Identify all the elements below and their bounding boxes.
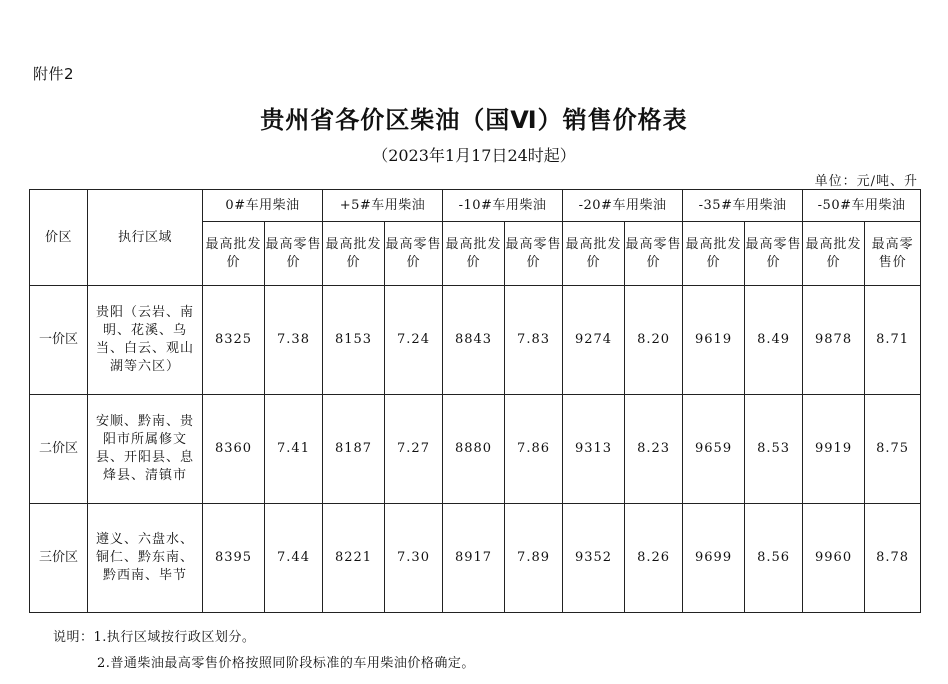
price-cell: 7.27 xyxy=(385,395,443,504)
price-cell: 9313 xyxy=(563,395,625,504)
effective-date: （2023年1月17日24时起） xyxy=(372,146,576,165)
price-cell: 8.71 xyxy=(865,286,921,395)
price-cell: 8880 xyxy=(443,395,505,504)
price-cell: 7.38 xyxy=(265,286,323,395)
price-cell: 7.44 xyxy=(265,504,323,613)
header-wholesale: 最高批发价 xyxy=(323,222,385,286)
header-product: +5#车用柴油 xyxy=(323,190,443,222)
price-cell: 8325 xyxy=(203,286,265,395)
header-wholesale: 最高批发价 xyxy=(203,222,265,286)
note-line-2: 2.普通柴油最高零售价格按照同阶段标准的车用柴油价格确定。 xyxy=(97,656,475,671)
header-wholesale: 最高批发价 xyxy=(563,222,625,286)
header-product: -50#车用柴油 xyxy=(803,190,921,222)
price-cell: 7.41 xyxy=(265,395,323,504)
price-cell: 8.26 xyxy=(625,504,683,613)
price-cell: 8153 xyxy=(323,286,385,395)
price-cell: 8221 xyxy=(323,504,385,613)
price-cell: 8.53 xyxy=(745,395,803,504)
header-product: -20#车用柴油 xyxy=(563,190,683,222)
note-line-1: 说明：1.执行区域按行政区划分。 xyxy=(53,630,256,645)
price-cell: 9960 xyxy=(803,504,865,613)
price-cell: 9619 xyxy=(683,286,745,395)
price-cell: 7.83 xyxy=(505,286,563,395)
price-cell: 7.24 xyxy=(385,286,443,395)
unit-label: 单位：元/吨、升 xyxy=(814,174,918,189)
price-cell: 8.23 xyxy=(625,395,683,504)
price-cell: 7.89 xyxy=(505,504,563,613)
price-cell: 9919 xyxy=(803,395,865,504)
price-cell: 7.30 xyxy=(385,504,443,613)
price-cell: 8.20 xyxy=(625,286,683,395)
notes xyxy=(53,625,475,677)
header-retail: 最高零售价 xyxy=(265,222,323,286)
header-region: 执行区域 xyxy=(88,190,203,286)
price-cell: 8917 xyxy=(443,504,505,613)
header-retail: 最高零售价 xyxy=(625,222,683,286)
region-cell: 遵义、六盘水、铜仁、黔东南、黔西南、毕节 xyxy=(88,504,203,613)
price-zone-cell: 二价区 xyxy=(30,395,88,504)
region-cell: 贵阳（云岩、南明、花溪、乌当、白云、观山湖等六区） xyxy=(88,286,203,395)
price-zone-cell: 一价区 xyxy=(30,286,88,395)
price-cell: 8.56 xyxy=(745,504,803,613)
table-row xyxy=(30,504,921,613)
header-retail: 最高零售价 xyxy=(385,222,443,286)
header-product: -10#车用柴油 xyxy=(443,190,563,222)
price-cell: 8187 xyxy=(323,395,385,504)
region-cell: 安顺、黔南、贵阳市所属修文县、开阳县、息烽县、清镇市 xyxy=(88,395,203,504)
header-price-zone: 价区 xyxy=(30,190,88,286)
header-retail: 最高零售价 xyxy=(505,222,563,286)
price-cell: 9274 xyxy=(563,286,625,395)
header-product: -35#车用柴油 xyxy=(683,190,803,222)
price-cell: 7.86 xyxy=(505,395,563,504)
table-row xyxy=(30,286,921,395)
attachment-label: 附件2 xyxy=(33,65,75,83)
header-wholesale: 最高批发价 xyxy=(683,222,745,286)
price-cell: 8.49 xyxy=(745,286,803,395)
price-table xyxy=(29,189,921,613)
price-cell: 8.75 xyxy=(865,395,921,504)
price-cell: 9699 xyxy=(683,504,745,613)
price-cell: 8.78 xyxy=(865,504,921,613)
header-row-products xyxy=(30,190,921,222)
page-title: 贵州省各价区柴油（国Ⅵ）销售价格表 xyxy=(260,106,688,134)
price-zone-cell: 三价区 xyxy=(30,504,88,613)
header-wholesale: 最高批发价 xyxy=(443,222,505,286)
price-cell: 8360 xyxy=(203,395,265,504)
price-cell: 9878 xyxy=(803,286,865,395)
table-row xyxy=(30,395,921,504)
header-product: 0#车用柴油 xyxy=(203,190,323,222)
price-cell: 9659 xyxy=(683,395,745,504)
price-cell: 8395 xyxy=(203,504,265,613)
header-retail: 最高零售价 xyxy=(745,222,803,286)
header-retail: 最高零售价 xyxy=(865,222,921,286)
header-wholesale: 最高批发价 xyxy=(803,222,865,286)
price-cell: 9352 xyxy=(563,504,625,613)
price-cell: 8843 xyxy=(443,286,505,395)
